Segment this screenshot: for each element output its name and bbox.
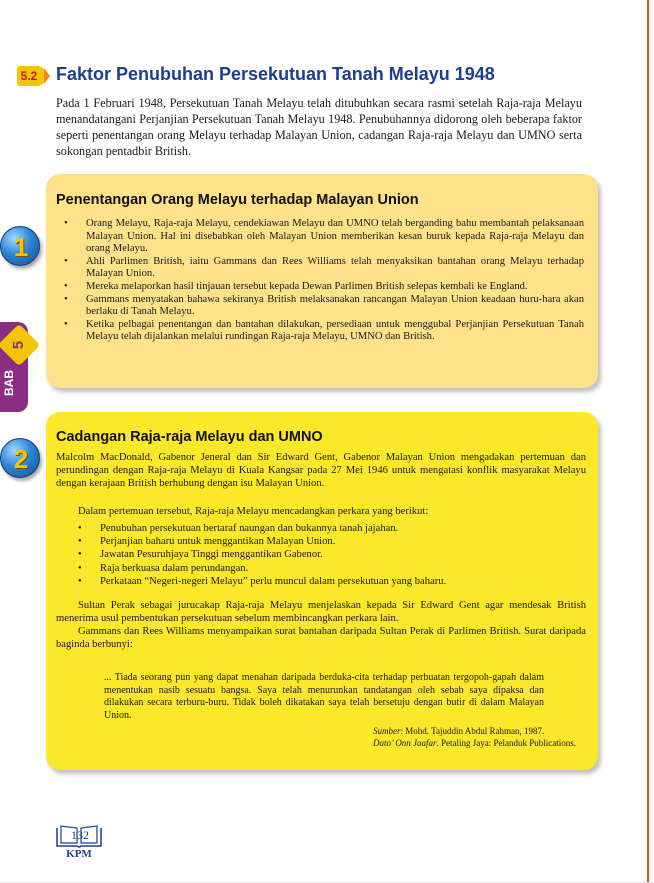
factor-1-title: Penentangan Orang Melayu terhadap Malayan Union (56, 192, 419, 208)
factor-1-bullet-list (64, 218, 584, 344)
chevron-right-icon-inner (44, 68, 50, 84)
publisher-logo-text: KPM (66, 848, 92, 860)
section-title: Faktor Penubuhan Persekutuan Tanah Melayu 1948 (56, 64, 495, 84)
factor-2-paragraph-2: Dalam pertemuan tersebut, Raja-raja Melayu mencadangkan perkara yang berikut: (78, 506, 429, 517)
number-1-icon (0, 226, 40, 266)
factor-box-2 (46, 412, 598, 770)
factor-2-paragraph-3: Sultan Perak sebagai jurucakap Raja-raja Melayu menjelaskan kepada Sir Edward Gent agar mendesak British menerima usul pembentukan persekutuan sebelum membincangkan perkara lain. (56, 600, 586, 624)
list-item: • Mereka melaporkan hasil tinjauan tersebut kepada Dewan Parlimen British selepas kembali ke England. (64, 281, 584, 294)
list-item: • Perkataan “Negeri-negeri Melayu” perlu muncul dalam persekutuan yang baharu. (78, 575, 558, 588)
list-item: • Raja berkuasa dalam perundangan. (78, 562, 558, 575)
number-2-icon (0, 438, 40, 478)
factor-2-bullet-list (78, 522, 558, 588)
list-item: • Gammans menyatakan bahawa sekiranya British melaksanakan rancangan Malayan Union keadaan huru-hara akan berlaku di Tanah Melayu. (64, 294, 584, 319)
list-item: • Penubuhan persekutuan bertaraf naungan dan bukannya tanah jajahan. (78, 522, 558, 535)
list-item: • Perjanjian baharu untuk menggantikan Malayan Union. (78, 535, 558, 548)
factor-2-paragraph-4: Gammans dan Rees Williams menyampaikan surat bantahan daripada Sultan Perak di Parlimen British. Surat daripada baginda berbunyi: (56, 626, 586, 650)
chapter-label: BAB (2, 370, 16, 396)
factor-box-1 (46, 174, 598, 388)
source-label: Sumber (373, 726, 401, 736)
factor-2-title: Cadangan Raja-raja Melayu dan UMNO (56, 429, 323, 445)
sultan-letter-quote: ... Tiada seorang pun yang dapat menahan daripada berduka-cita terhadap perbuatan tergopoh-gapah dalam menentukan nasib sesuatu bangsa. Saya telah menurunkan tandatangan oleh sebab saya dipaksa dan dilakukan secara terburu-buru. Tidak boleh dikatakan saya telah bersetuju dengan butir di dalam Malayan Union. (104, 672, 544, 721)
section-number-badge: 5.2 (17, 66, 41, 86)
list-item: • Orang Melayu, Raja-raja Melayu, cendekiawan Melayu dan UMNO telah berganding bahu membantah pelaksanaan Malayan Union. Hal ini disebabkan oleh Malayan Union memberikan kesan buruk kepada Raja-raja Melayu dan orang Melayu. (64, 218, 584, 256)
list-item: • Ketika pelbagai penentangan dan bantahan dilakukan, persediaan untuk menggubal Perjanjian Persekutuan Tanah Melayu telah dijalankan melalui rundingan Raja-raja Melayu, UMNO dan British. (64, 319, 584, 344)
section-intro: Pada 1 Februari 1948, Persekutuan Tanah Melayu telah ditubuhkan secara rasmi setelah Raja-raja Melayu menandatangani Perjanjian Persekutuan Tanah Melayu 1948. Penubuhannya didorong oleh beberapa faktor seperti penentangan orang Melayu terhadap Malayan Union, cadangan Raja-raja Melayu dan UMNO serta sokongan pentadbir British. (56, 96, 582, 158)
number-2-label: 2 (13, 444, 29, 474)
page-number: 132 (71, 828, 89, 842)
list-item: • Jawatan Pesuruhjaya Tinggi menggantikan Gabenor. (78, 548, 558, 561)
source-title: Dato’ Onn Jaafar (373, 738, 437, 748)
source-line-2: . Petaling Jaya: Pelanduk Publications. (436, 738, 576, 748)
quote-source (373, 725, 576, 749)
source-line-1: : Mohd. Tajuddin Abdul Rahman, 1987. (400, 726, 545, 736)
number-1-label: 1 (13, 232, 29, 262)
factor-2-paragraph-1: Malcolm MacDonald, Gabenor Jeneral dan Sir Edward Gent, Gabenor Malayan Union mengadakan pertemuan dan perundingan dengan Raja-raja Melayu di Kuala Kangsar pada 27 Mei 1946 untuk mengatasi konflik masyarakat Melayu dengan kerajaan British berhubung dengan isu Malayan Union. (56, 452, 586, 489)
chapter-number: 5 (10, 340, 27, 350)
list-item: • Ahli Parlimen British, iaitu Gammans dan Rees Williams telah menyaksikan bantahan orang Melayu terhadap Malayan Union. (64, 256, 584, 281)
page-edge-line (647, 0, 649, 883)
